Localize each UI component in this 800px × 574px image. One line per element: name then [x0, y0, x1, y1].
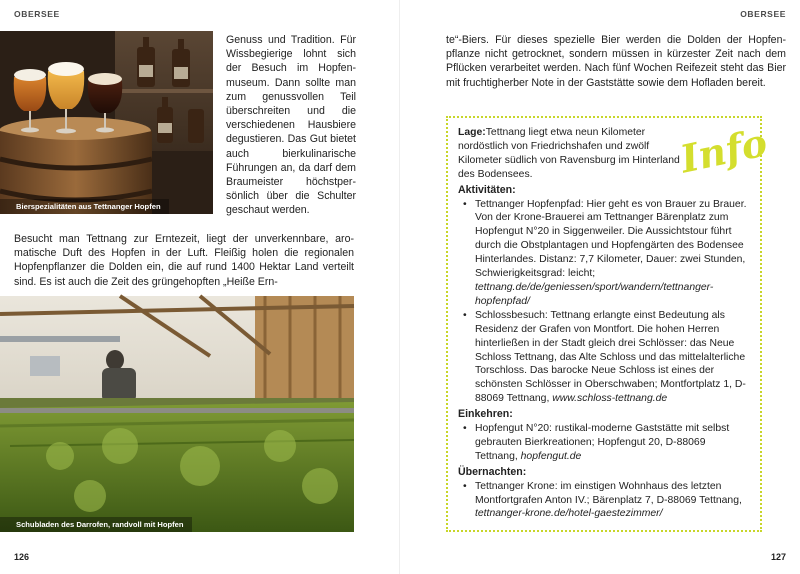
hopfengut-link[interactable]: hopfengut.de	[520, 450, 582, 462]
beer-photo	[0, 31, 213, 214]
list-item-text: Schlossbesuch: Tettnang erlangte einst Bedeutung als Residenz der Grafen von Montfort. Die hohen Herren hinterließen in der Stadt gleich drei Schlösser: das Neue Schloss Tettnang, das Alte Schloss und das mittelalterliche Torschloss. Das barocke Neue Schloss ist eines der schönsten Schlösser in Oberschwaben; Montfortplatz 1, D-88069 Tettnang,	[475, 309, 746, 405]
body-paragraph: te“-Biers. Für dieses spezielle Bier werden die Dolden der Hopfenpflanze nicht getrocknet, sondern müssen in kürzester Zeit nach dem Pflücken verarbeitet werden. Nach fünf Wochen Reifezeit steht das Bier mit fruchtigherber Note in der Gaststätte sowie dem Hofladen bereit.	[446, 34, 786, 89]
info-box	[446, 116, 771, 532]
list-item	[458, 422, 750, 464]
krone-link[interactable]: tettnanger-krone.de/hotel-gaestezimmer/	[475, 508, 663, 520]
hopfenpfad-link[interactable]: tettnang.de/de/geniessen/sport/wandern/tettnanger-hopfenpfad/	[475, 281, 714, 307]
list-item-text: Hopfengut N°20: rustikal-moderne Gaststätte mit selbst gebrauten Bierkreationen; Hopfengut 20, D-88069 Tettnang,	[475, 423, 730, 462]
lage-label: Lage:	[458, 127, 486, 138]
section-header: OBERSEE	[740, 9, 786, 19]
photo-caption: Bierspezialitäten aus Tettnanger Hopfen	[0, 199, 169, 214]
page-number: 127	[770, 552, 786, 562]
page-number: 126	[14, 552, 30, 562]
uebernachten-heading: Übernachten:	[458, 465, 527, 478]
list-item-text: Tettnanger Hopfenpfad: Hier geht es von Brauer zu Brauer. Von der Krone-Brauerei am Tettnanger Bärenplatz zum Hopfengut N°20 in Siggenweiler. Die Aussichtstour führt durch die Obstplantagen und Hopfengärten des Bodensee Hinterlandes. Distanz: 7,7 Kilometer, Dauer: zwei Stunden, Schwierigkeitsgrad: leicht;	[475, 198, 747, 280]
hop-kiln-photo	[0, 296, 354, 532]
list-item-text: Tettnanger Krone: im einstigen Wohnhaus des letzten Montfortgrafen Anton IV.; Bärenplatz 7, D-88069 Tettnang,	[475, 480, 742, 506]
aktivitaeten-heading: Aktivitäten:	[458, 183, 516, 196]
body-paragraph-column: Genuss und Tradition. Für Wissbegierige lohnt sich der Besuch im Hopfenmuseum. Dann sollte man zum genussvollen Teil überschreiten und die verschiedenen Hausbiere degustieren. Das Gut bietet auch bierkulinarische Führungen an, da darf dem Braumeister höchstpersönlich über die Schulter geschaut werden.	[226, 34, 356, 217]
info-logo-icon	[676, 119, 771, 182]
lage-text: Tettnang liegt etwa neun Kilometer nordöstlich von Friedrichshafen und zwölf Kilometer südlich von Ravensburg im Hinterland des Bodensees.	[458, 127, 680, 180]
info-logo	[676, 119, 771, 182]
einkehren-list	[458, 422, 750, 464]
list-item	[458, 198, 750, 309]
info-content	[458, 126, 750, 521]
body-paragraph: Besucht man Tettnang zur Erntezeit, liegt der unverkennbare, aromatische Duft des Hopfen in der Luft. Fleißig holen die regionalen Hopfenpflanzer die Dolden ein, die auf rund 1400 Hektar Land verteilt sind. Es ist auch die Zeit des grüngehopften „Heiße Ern-	[14, 233, 354, 288]
beer-glasses-illustration	[0, 31, 213, 214]
einkehren-heading: Einkehren:	[458, 408, 513, 421]
hop-kiln-illustration	[0, 296, 354, 532]
section-header: OBERSEE	[14, 9, 60, 19]
schloss-link[interactable]: www.schloss-tettnang.de	[552, 393, 668, 405]
list-item	[458, 480, 750, 522]
svg-text:Info: Info	[676, 119, 771, 182]
list-item	[458, 309, 750, 406]
photo-caption: Schubladen des Darrofen, randvoll mit Hopfen	[0, 517, 192, 532]
aktivitaeten-list	[458, 198, 750, 407]
uebernachten-list	[458, 480, 750, 522]
